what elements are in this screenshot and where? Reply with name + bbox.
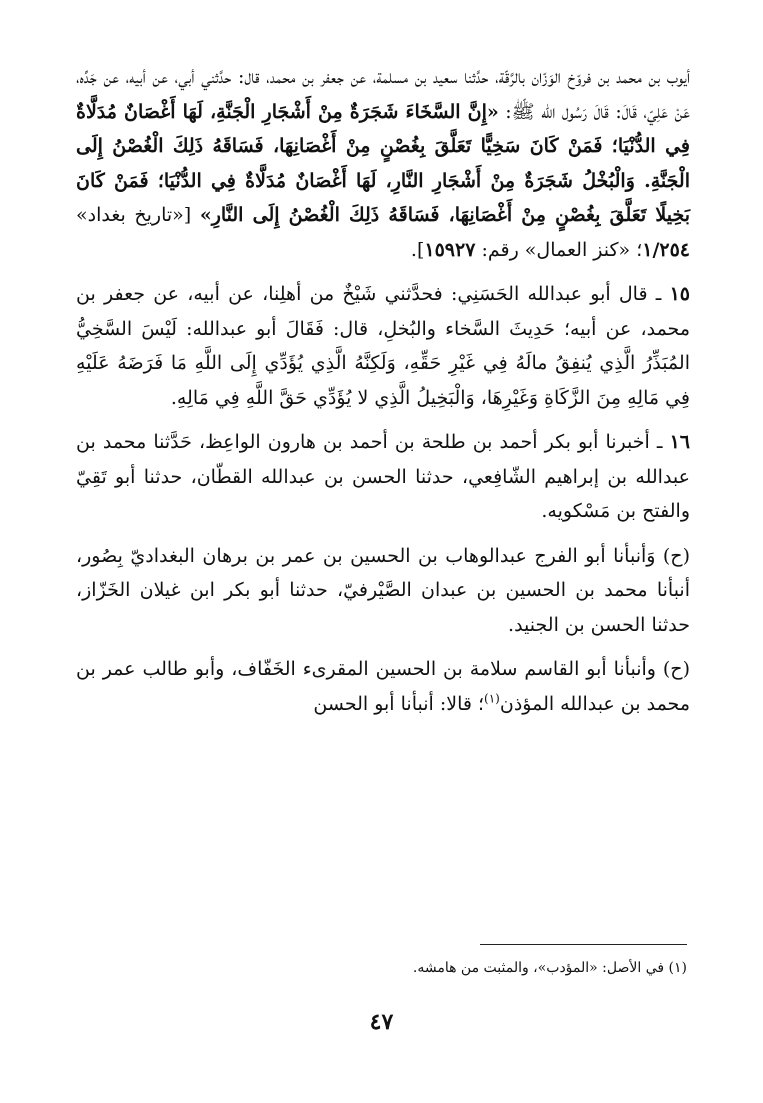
reference-mid: ؛ «كنز العمال» رقم: [475, 238, 643, 261]
isnad-text: أيوب بن محمد بن فروّخ الوَزّان بالرَّقّة، حدَّثنا سعيد بن مسلمة، عن جعفر بن محمد، قال: حدَّثني أبي، عن أبيه، عن جَدِّه، عَنْ عَلِيّ، قَالَ: قَالَ رَسُول الله ﷺ: [76, 66, 690, 123]
reference-number: ١٥٩٢٧ [424, 238, 476, 261]
reference-open: [«تاريخ بغداد» [76, 204, 200, 226]
paragraph-hadith-15 [76, 277, 690, 415]
paragraph-text-end: ؛ قالا: أنبأنا أبو الحسن [313, 692, 485, 715]
footnote [73, 958, 687, 978]
paragraph-text: (ح) وأنبأنا أبو القاسم سلامة بن الحسين المقرىء الخَفّاف، وأبو طالب عمر بن محمد بن عبدالله المؤذن [76, 658, 690, 715]
paragraph-hadith-16 [76, 425, 690, 529]
paragraph-hadith-14 [76, 60, 690, 267]
paragraph-text: ـ أخبرنا أبو بكر أحمد بن طلحة بن أحمد بن هارون الواعِظ، حَدَّثنا محمد بن عبدالله بن إبراهيم الشّافِعي، حدثنا الحسن بن عبدالله القطّان، حدثنا أبو تَقِيّ والفتح بن مَسْكويه. [76, 431, 690, 522]
footnote-text: في الأصل: «المؤدب»، والمثبت من هامشه. [412, 960, 669, 976]
paragraph-chain-2 [76, 539, 690, 643]
hadith-text: «إِنَّ السَّخَاءَ شَجَرَةٌ مِنْ أَشْجَارِ الْجَنَّةِ، لَهَا أَغْصَانٌ مُدَلَّاةٌ فِي الدُّنْيَا؛ فَمَنْ كَانَ سَخِيًّا تَعَلَّقَ بِغُصْنٍ مِنْ أَغْصَانِهَا، فَسَاقَهُ ذَلِكَ الْغُصْنُ إِلَى الْجَنَّةِ. وَالْبُخْلُ شَجَرَةٌ مِنْ أَشْجَارِ النَّارِ، لَهَا أَغْصَانٌ مُدَلَّاةٌ فِي الدُّنْيَا؛ فَمَنْ كَانَ بَخِيلًا تَعَلَّقَ بِغُصْنٍ مِنْ أَغْصَانِهَا، فَسَاقَهُ ذَلِكَ الْغُصْنُ إِلَى النَّارِ» [76, 100, 690, 226]
footnote-divider [480, 944, 687, 945]
page-body [76, 60, 690, 1060]
hadith-number: ١٥ [669, 283, 690, 305]
hadith-number: ١٦ [669, 431, 690, 453]
page-number: ٤٧ [369, 1009, 394, 1035]
paragraph-text: ـ قال أبو عبدالله الحَسَنِي: فحدَّثني شَيْخٌ من أهلِنا، عن أبيه، عن جعفر بن محمد، عن أبيه؛ حَدِيثَ السَّخاء والبُخلِ، قال: فَقَالَ أبو عبدالله: لَيْسَ السَّخِيُّ المُبَذِّرُ الَّذِي يُنفِقُ مالَهُ فِي غَيْرِ حَقِّهِ، وَلَكِنَّهُ الَّذِي يُؤَدِّي إِلَى اللَّهِ مَا فَرَضَهُ عَلَيْهِ فِي مَالِهِ مِنَ الزَّكَاةِ وَغَيْرِهَا، وَالْبَخِيلُ الَّذِي لا يُؤَدِّي حَقَّ اللَّهِ فِي مَالِهِ. [76, 283, 690, 409]
reference-volume: ١/٢٥٤ [642, 238, 690, 261]
footnote-marker: (١) [668, 960, 687, 976]
paragraph-text: (ح) وَأنبأنا أبو الفرج عبدالوهاب بن الحسين بن عمر بن برهان البغداديّ بِصُور، أنبأنا محمد بن الحسين بن عبدان الصَّيْرفيّ، حدثنا أبو بكر ابن غيلان الخَزّاز، حدثنا الحسن بن الجنيد. [76, 544, 690, 636]
footnote-reference[interactable]: (١) [484, 691, 500, 706]
paragraph-chain-3 [76, 652, 690, 721]
reference-close: ]. [410, 238, 425, 261]
